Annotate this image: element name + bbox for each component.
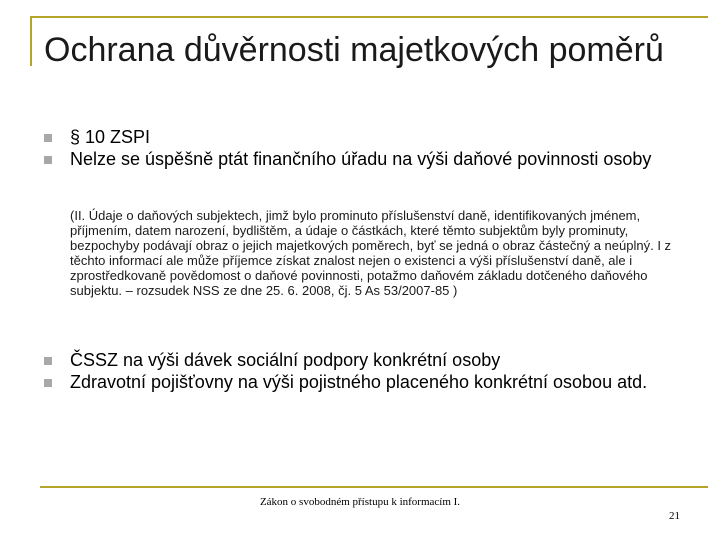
square-bullet-icon [44, 134, 52, 142]
bullet-item [44, 350, 684, 371]
bullet-list-bottom [44, 350, 684, 394]
court-ruling-note: (II. Údaje o daňových subjektech, jimž bylo prominuto příslušenství daně, identifikovaných jménem, příjmením, datem narození, bydlištěm, a údaje o částkách, které těmto subjektům byly prominuty, bezpochyby podávají obraz o jejich majetkových poměrech, byť se jedná o obraz částečný a neúplný. I z těchto informací ale může příjemce získat znalost nejen o existenci a výši příslušenství daně, ale i zprostředkovaně povědomost o daňové povinnosti, potažmo daňovém základu dotčeného daňového subjektu. – rozsudek NSS ze dne 25. 6. 2008, čj. 5 As 53/2007-85 ) [70, 208, 672, 298]
footer-text: Zákon o svobodném přístupu k informacím I. [259, 496, 461, 508]
bullet-item [44, 372, 684, 393]
bullet-list-top [44, 127, 684, 171]
slide-title: Ochrana důvěrnosti majetkových poměrů [44, 31, 664, 69]
footer-divider [40, 486, 708, 488]
bullet-item [44, 127, 684, 148]
bullet-item [44, 149, 684, 170]
bullet-text: Nelze se úspěšně ptát finančního úřadu na výši daňové povinnosti osoby [70, 149, 652, 169]
square-bullet-icon [44, 357, 52, 365]
bullet-text: ČSSZ na výši dávek sociální podpory konkrétní osoby [70, 350, 501, 370]
bullet-text: Zdravotní pojišťovny na výši pojistného placeného konkrétní osobou atd. [70, 372, 648, 392]
left-decorative-line [30, 16, 32, 66]
page-number: 21 [669, 510, 680, 522]
top-decorative-line [30, 16, 708, 18]
square-bullet-icon [44, 379, 52, 387]
bullet-text: § 10 ZSPI [70, 127, 151, 147]
square-bullet-icon [44, 156, 52, 164]
